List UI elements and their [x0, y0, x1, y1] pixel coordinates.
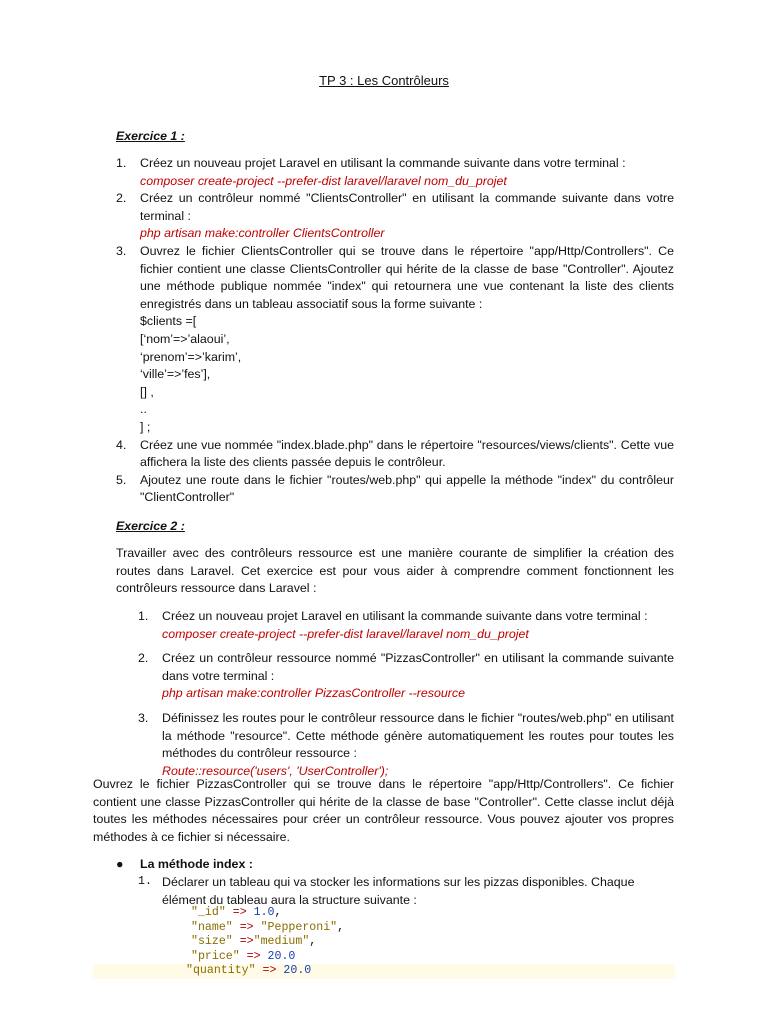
exercise-2-intro: Travailler avec des contrôleurs ressource est une manière courante de simplifier la création des routes dans Laravel. Cet exercice est pour vous aider à comprendre comment fonctionnent les contrôleurs ressource dans Laravel :: [116, 546, 674, 596]
bullet-item: [116, 856, 253, 874]
sub-list-item: [138, 874, 674, 909]
code-line: ‘prenom’=>’karim’,: [140, 349, 242, 364]
exercise-2-heading: Exercice 2 :: [116, 519, 185, 533]
code-line: "price" => 20.0: [191, 949, 296, 963]
list-item-text: Déclarer un tableau qui va stocker les informations sur les pizzas disponibles. Chaque élément du tableau aura la structure suivante :: [162, 875, 635, 907]
list-item: [116, 190, 674, 243]
list-item-text: Définissez les routes pour le contrôleur ressource dans le fichier "routes/web.php" en utilisant la méthode "resource". Cette méthode génère automatiquement les routes pour toutes les méthodes du contrôleur ressource :: [162, 710, 674, 761]
list-item-number: 2.: [138, 651, 149, 666]
list-item-number: 1.: [116, 156, 127, 170]
command-code: composer create-project --prefer-dist laravel/laravel nom_du_projet: [140, 173, 507, 188]
page-title: TP 3 : Les Contrôleurs: [319, 73, 449, 88]
list-item-number: 1.: [138, 875, 152, 888]
code-line: [‘nom’=>’alaoui’,: [140, 331, 230, 346]
list-item: [138, 608, 674, 643]
list-item-text: Créez un contrôleur ressource nommé "PizzasController" en utilisant la commande suivante dans votre terminal :: [162, 651, 674, 683]
command-code: php artisan make:controller PizzasController --resource: [162, 686, 466, 701]
list-item-text: Créez un nouveau projet Laravel en utilisant la commande suivante dans votre terminal :: [162, 609, 648, 623]
code-line: ‘ville’=>’fes’],: [140, 367, 211, 382]
bullet-label: La méthode index :: [140, 857, 253, 871]
code-line: "quantity" => 20.0: [93, 964, 675, 979]
list-item: [116, 437, 674, 472]
code-line: "size" =>"medium",: [191, 935, 317, 949]
list-item-text: Ajoutez une route dans le fichier "routes/web.php" qui appelle la méthode "index" du contrôleur "ClientController": [140, 472, 674, 505]
command-code: Route::resource('users', 'UserController');: [162, 763, 389, 778]
code-line: ..: [140, 402, 147, 417]
list-item: [138, 650, 674, 703]
code-line: "name" => "Pepperoni",: [191, 920, 345, 934]
pizzas-controller-paragraph: Ouvrez le fichier PizzasController qui se trouve dans le répertoire "app/Http/Controllers". Ce fichier contient une classe PizzasController qui hérite de la classe de base "Controller". Cette classe inclut déjà toutes les méthodes nécessaires pour créer un contrôleur ressource. Vous pouvez ajouter vos propres méthodes à ce fichier si nécessaire.: [93, 777, 674, 844]
exercise-2-list: [138, 608, 674, 780]
list-item-number: 3.: [116, 243, 127, 258]
code-line: "_id" => 1.0,: [191, 906, 282, 919]
list-item: [116, 155, 674, 190]
bullet-icon: ●: [116, 857, 124, 871]
list-item: [116, 243, 674, 437]
code-line: [] ,: [140, 384, 154, 399]
list-item-number: 1.: [138, 609, 149, 623]
list-item-number: 4.: [116, 437, 127, 452]
list-item-text: Créez un contrôleur nommé "ClientsController" en utilisant la commande suivante dans votre terminal :: [140, 191, 674, 223]
code-line: ] ;: [140, 419, 151, 434]
list-item-number: 3.: [138, 710, 149, 725]
list-item: [138, 710, 674, 780]
list-item-text: Ouvrez le fichier ClientsController qui se trouve dans le répertoire "app/Http/Controllers". Ce fichier contient une classe ClientsController qui hérite de la classe de base "Controller". Ajoutez une méthode publique nommée "index" qui retournera une vue contenant la liste des clients enregistrés dans un tableau associatif sous la forme suivante :: [140, 243, 674, 311]
command-code: php artisan make:controller ClientsController: [140, 226, 385, 241]
list-item: [116, 472, 674, 507]
exercise-1-heading: Exercice 1 :: [116, 129, 185, 143]
code-line: $clients =[: [140, 314, 197, 329]
list-item-text: Créez un nouveau projet Laravel en utilisant la commande suivante dans votre terminal :: [140, 156, 626, 170]
code-block: [93, 906, 675, 979]
list-item-text: Créez une vue nommée "index.blade.php" dans le répertoire "resources/views/clients". Cette vue affichera la liste des clients passée depuis le contrôleur.: [140, 437, 674, 470]
list-item-number: 5.: [116, 472, 127, 487]
exercise-1-list: [116, 155, 674, 507]
list-item-number: 2.: [116, 191, 127, 206]
command-code: composer create-project --prefer-dist laravel/laravel nom_du_projet: [162, 626, 529, 641]
